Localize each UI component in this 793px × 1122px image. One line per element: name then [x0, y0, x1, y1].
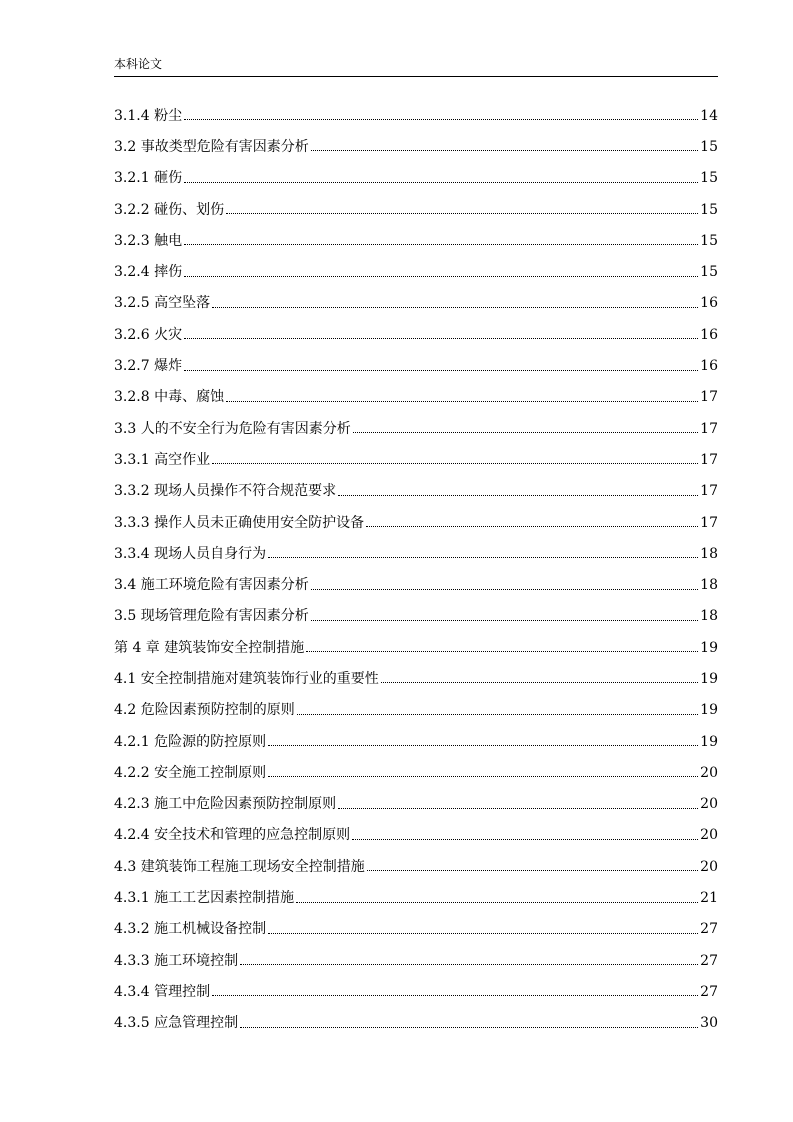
toc-entry-page: 16: [700, 358, 718, 375]
toc-entry-page: 27: [700, 921, 718, 938]
toc-dot-leader: [240, 1027, 698, 1028]
toc-entry-title: 4.3.1 施工工艺因素控制措施: [114, 890, 295, 907]
toc-entry-title: 3.3.3 操作人员未正确使用安全防护设备: [114, 514, 365, 531]
toc-dot-leader: [352, 839, 698, 840]
toc-entry-page: 17: [700, 451, 718, 468]
toc-dot-leader: [184, 338, 698, 339]
toc-entry-page: 15: [700, 138, 718, 155]
page-header: [114, 56, 718, 77]
toc-dot-leader: [268, 776, 698, 777]
toc-entry-title: 3.2.4 摔伤: [114, 264, 183, 281]
toc-entry-title: 3.2.1 砸伤: [114, 170, 183, 187]
toc-entry[interactable]: [114, 882, 718, 913]
toc-entry-title: 3.3 人的不安全行为危险有害因素分析: [114, 420, 351, 437]
toc-entry-page: 17: [700, 514, 718, 531]
toc-dot-leader: [184, 182, 698, 183]
toc-dot-leader: [338, 495, 698, 496]
toc-entry-page: 15: [700, 232, 718, 249]
toc-entry-page: 15: [700, 201, 718, 218]
toc-entry[interactable]: [114, 632, 718, 663]
toc-entry[interactable]: [114, 726, 718, 757]
toc-dot-leader: [353, 432, 698, 433]
toc-entry-title: 4.2.2 安全施工控制原则: [114, 764, 267, 781]
toc-entry-page: 18: [700, 545, 718, 562]
toc-entry[interactable]: [114, 350, 718, 381]
toc-dot-leader: [338, 808, 698, 809]
toc-dot-leader: [184, 370, 698, 371]
toc-entry[interactable]: [114, 538, 718, 569]
toc-entry-page: 15: [700, 170, 718, 187]
toc-entry-page: 20: [700, 764, 718, 781]
toc-entry-page: 18: [700, 577, 718, 594]
toc-dot-leader: [367, 870, 698, 871]
toc-dot-leader: [311, 620, 698, 621]
toc-entry[interactable]: [114, 444, 718, 475]
toc-dot-leader: [184, 244, 698, 245]
table-of-contents: [114, 100, 718, 1039]
toc-entry[interactable]: [114, 789, 718, 820]
toc-entry-title: 3.5 现场管理危险有害因素分析: [114, 608, 309, 625]
toc-entry-title: 第 4 章 建筑装饰安全控制措施: [114, 639, 305, 656]
toc-entry[interactable]: [114, 851, 718, 882]
toc-entry-title: 3.2.2 碰伤、划伤: [114, 201, 225, 218]
toc-entry-title: 4.3.2 施工机械设备控制: [114, 921, 267, 938]
toc-entry-page: 19: [700, 733, 718, 750]
toc-entry[interactable]: [114, 194, 718, 225]
toc-entry-title: 4.3.5 应急管理控制: [114, 1015, 239, 1032]
toc-entry[interactable]: [114, 976, 718, 1007]
toc-entry[interactable]: [114, 413, 718, 444]
toc-entry-page: 30: [700, 1015, 718, 1032]
toc-dot-leader: [184, 119, 698, 120]
toc-entry-page: 20: [700, 827, 718, 844]
toc-dot-leader: [366, 526, 698, 527]
toc-entry[interactable]: [114, 225, 718, 256]
toc-entry[interactable]: [114, 319, 718, 350]
toc-dot-leader: [212, 307, 698, 308]
toc-entry-title: 3.3.2 现场人员操作不符合规范要求: [114, 483, 337, 500]
toc-entry-page: 16: [700, 295, 718, 312]
toc-dot-leader: [212, 995, 698, 996]
toc-dot-leader: [311, 589, 698, 590]
toc-entry[interactable]: [114, 163, 718, 194]
toc-dot-leader: [268, 745, 698, 746]
toc-entry-page: 14: [700, 107, 718, 124]
toc-entry[interactable]: [114, 663, 718, 694]
toc-entry-page: 17: [700, 389, 718, 406]
toc-entry-title: 4.1 安全控制措施对建筑装饰行业的重要性: [114, 670, 379, 687]
toc-entry-title: 3.2.7 爆炸: [114, 358, 183, 375]
toc-entry-page: 27: [700, 983, 718, 1000]
toc-entry-page: 15: [700, 264, 718, 281]
toc-entry[interactable]: [114, 507, 718, 538]
toc-entry-title: 4.3 建筑装饰工程施工现场安全控制措施: [114, 858, 365, 875]
toc-dot-leader: [296, 902, 698, 903]
toc-entry-title: 4.2.4 安全技术和管理的应急控制原则: [114, 827, 351, 844]
toc-entry[interactable]: [114, 569, 718, 600]
toc-entry[interactable]: [114, 820, 718, 851]
toc-entry-title: 3.2.5 高空坠落: [114, 295, 211, 312]
page-header-title: 本科论文: [114, 57, 163, 71]
toc-dot-leader: [212, 463, 698, 464]
toc-entry[interactable]: [114, 131, 718, 162]
toc-entry-page: 19: [700, 670, 718, 687]
toc-entry-page: 19: [700, 702, 718, 719]
toc-entry-title: 3.2.8 中毒、腐蚀: [114, 389, 225, 406]
toc-entry-page: 16: [700, 326, 718, 343]
toc-entry-title: 3.4 施工环境危险有害因素分析: [114, 577, 309, 594]
toc-entry-page: 18: [700, 608, 718, 625]
toc-entry[interactable]: [114, 1008, 718, 1039]
toc-entry[interactable]: [114, 945, 718, 976]
toc-entry-page: 21: [700, 890, 718, 907]
toc-entry-title: 3.2.3 触电: [114, 232, 183, 249]
toc-entry[interactable]: [114, 256, 718, 287]
toc-entry-title: 3.2.6 火灾: [114, 326, 183, 343]
toc-entry[interactable]: [114, 100, 718, 131]
toc-entry-page: 20: [700, 796, 718, 813]
toc-dot-leader: [226, 213, 698, 214]
toc-entry-title: 3.2 事故类型危险有害因素分析: [114, 138, 309, 155]
toc-entry-title: 4.2.1 危险源的防控原则: [114, 733, 267, 750]
toc-entry-page: 17: [700, 483, 718, 500]
toc-entry-title: 3.3.4 现场人员自身行为: [114, 545, 267, 562]
toc-dot-leader: [240, 964, 698, 965]
toc-entry-title: 3.1.4 粉尘: [114, 107, 183, 124]
toc-entry-title: 4.2.3 施工中危险因素预防控制原则: [114, 796, 337, 813]
toc-entry-page: 19: [700, 639, 718, 656]
toc-entry[interactable]: [114, 757, 718, 788]
toc-entry[interactable]: [114, 695, 718, 726]
toc-dot-leader: [306, 651, 698, 652]
toc-dot-leader: [268, 933, 698, 934]
toc-dot-leader: [297, 714, 698, 715]
toc-entry-page: 20: [700, 858, 718, 875]
toc-entry[interactable]: [114, 914, 718, 945]
toc-entry[interactable]: [114, 288, 718, 319]
toc-entry-title: 4.2 危险因素预防控制的原则: [114, 702, 295, 719]
toc-entry[interactable]: [114, 382, 718, 413]
toc-entry-title: 4.3.3 施工环境控制: [114, 952, 239, 969]
toc-dot-leader: [184, 276, 698, 277]
toc-entry-page: 27: [700, 952, 718, 969]
toc-dot-leader: [226, 401, 698, 402]
toc-dot-leader: [311, 150, 698, 151]
toc-dot-leader: [381, 682, 698, 683]
toc-entry-title: 3.3.1 高空作业: [114, 451, 211, 468]
toc-entry-page: 17: [700, 420, 718, 437]
toc-entry[interactable]: [114, 601, 718, 632]
toc-entry-title: 4.3.4 管理控制: [114, 983, 211, 1000]
toc-dot-leader: [268, 557, 698, 558]
toc-entry[interactable]: [114, 476, 718, 507]
